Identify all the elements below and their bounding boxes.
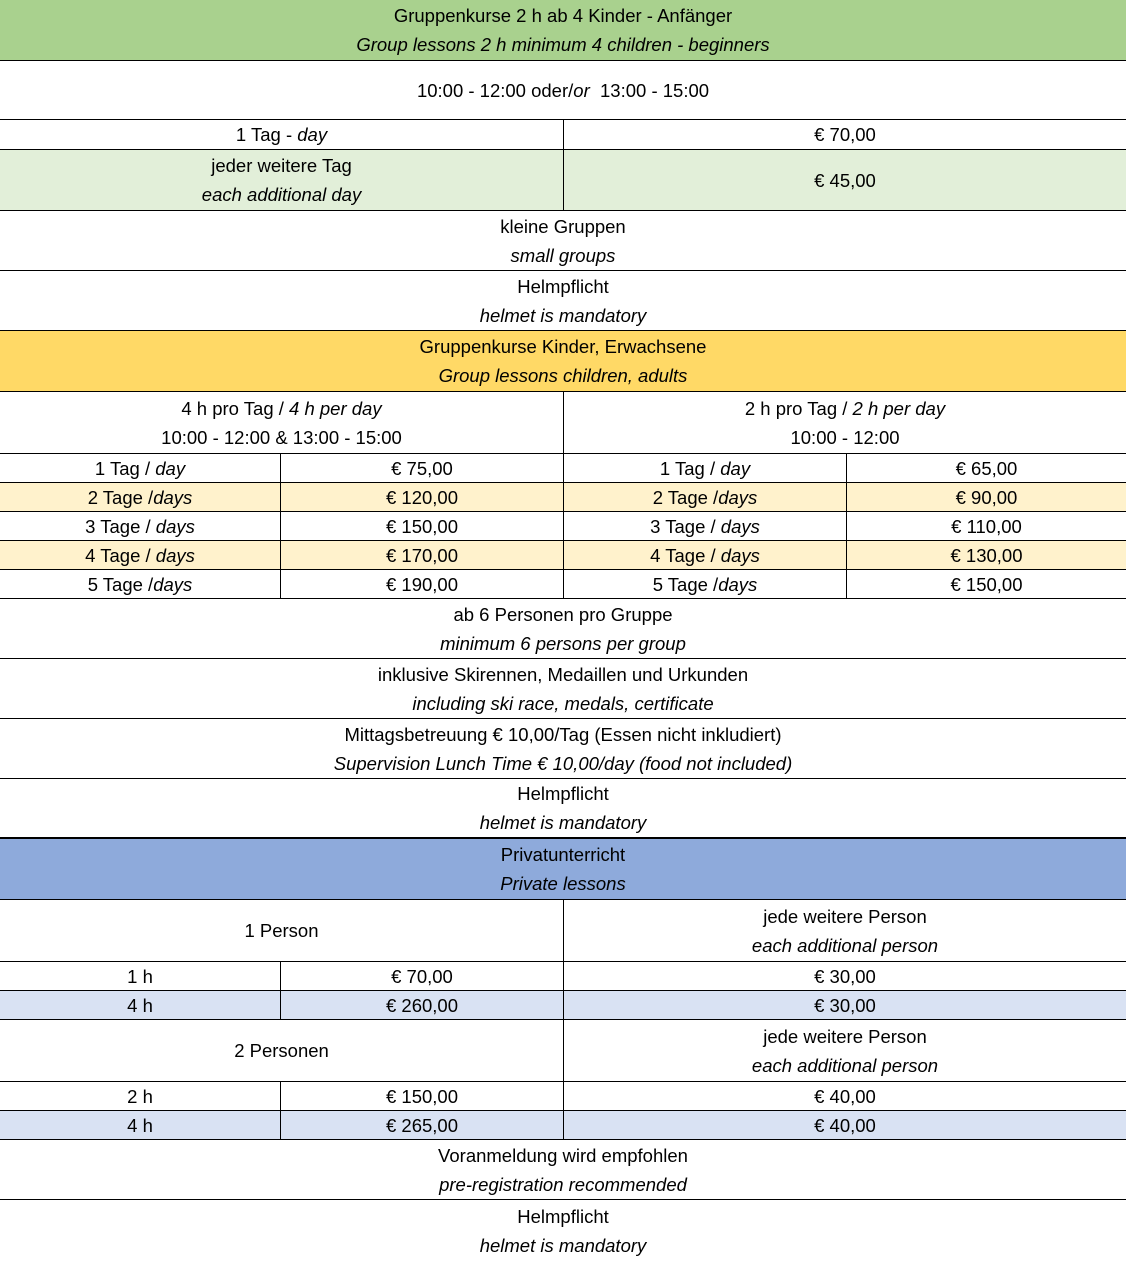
private-2persons-header <box>0 1020 1126 1082</box>
private-title-en: Private lessons <box>500 873 626 894</box>
group-row: 3 Tage / days € 150,00 3 Tage / days € 110,00 <box>0 512 1126 541</box>
beginners-additional-row <box>0 150 1126 211</box>
private-1person-header <box>0 900 1126 962</box>
beginners-day1-label: 1 Tag - day <box>0 120 564 149</box>
private-1person-extra-label: jede weitere Person each additional person <box>751 905 939 956</box>
group-title-en: Group lessons children, adults <box>438 365 688 386</box>
private-2persons-extra-label: jede weitere Person each additional person <box>751 1025 939 1076</box>
private-row: 4 h € 265,00 € 40,00 <box>0 1111 1126 1140</box>
group-row: 4 Tage / days € 170,00 4 Tage / days € 130,00 <box>0 541 1126 570</box>
beginners-header <box>0 0 1126 61</box>
beginners-title-de: Gruppenkurse 2 h ab 4 Kinder - Anfänger <box>393 5 733 26</box>
private-row: 2 h € 150,00 € 40,00 <box>0 1082 1126 1111</box>
group-row: 1 Tag / day € 75,00 1 Tag / day € 65,00 <box>0 454 1126 483</box>
private-2persons-label: 2 Personen <box>0 1020 564 1081</box>
beginners-title-en: Group lessons 2 h minimum 4 children - beginners <box>356 34 770 55</box>
group-note-helmet: Helmpflicht helmet is mandatory <box>0 779 1126 839</box>
beginners-day1-price: € 70,00 <box>814 124 876 145</box>
beginners-additional-price: € 45,00 <box>814 169 876 191</box>
beginners-note-helmet: Helmpflicht helmet is mandatory <box>0 271 1126 331</box>
beginners-times: 10:00 - 12:00 oder/or 13:00 - 15:00 <box>416 79 710 101</box>
group-note-ski-race: inklusive Skirennen, Medaillen und Urkunden including ski race, medals, certificate <box>0 659 1126 719</box>
group-header <box>0 331 1126 392</box>
beginners-additional-label: jeder weitere Tag each additional day <box>0 150 564 210</box>
group-columns-header <box>0 392 1126 454</box>
private-note-helmet: Helmpflicht helmet is mandatory <box>479 1205 647 1256</box>
beginners-note-small-groups: kleine Gruppen small groups <box>0 211 1126 271</box>
group-2h-header: 2 h pro Tag / 2 h per day 10:00 - 12:00 <box>744 397 946 448</box>
group-4h-header: 4 h pro Tag / 4 h per day 10:00 - 12:00 & 13:00 - 15:00 <box>0 392 564 453</box>
private-title-de: Privatunterricht <box>500 844 626 865</box>
private-row: 1 h € 70,00 € 30,00 <box>0 962 1126 991</box>
group-row: 2 Tage /days € 120,00 2 Tage /days € 90,00 <box>0 483 1126 512</box>
private-header <box>0 839 1126 900</box>
group-note-min-persons: ab 6 Personen pro Gruppe minimum 6 persons per group <box>0 599 1126 659</box>
private-note-preregistration: Voranmeldung wird empfohlen pre-registration recommended <box>0 1140 1126 1200</box>
private-row: 4 h € 260,00 € 30,00 <box>0 991 1126 1020</box>
group-note-lunch: Mittagsbetreuung € 10,00/Tag (Essen nicht inkludiert) Supervision Lunch Time € 10,00/day (food not included) <box>0 719 1126 779</box>
private-1person-label: 1 Person <box>0 900 564 961</box>
group-row: 5 Tage /days € 190,00 5 Tage /days € 150,00 <box>0 570 1126 599</box>
beginners-day1-row <box>0 120 1126 150</box>
group-title-de: Gruppenkurse Kinder, Erwachsene <box>419 336 707 357</box>
beginners-times-row <box>0 61 1126 120</box>
